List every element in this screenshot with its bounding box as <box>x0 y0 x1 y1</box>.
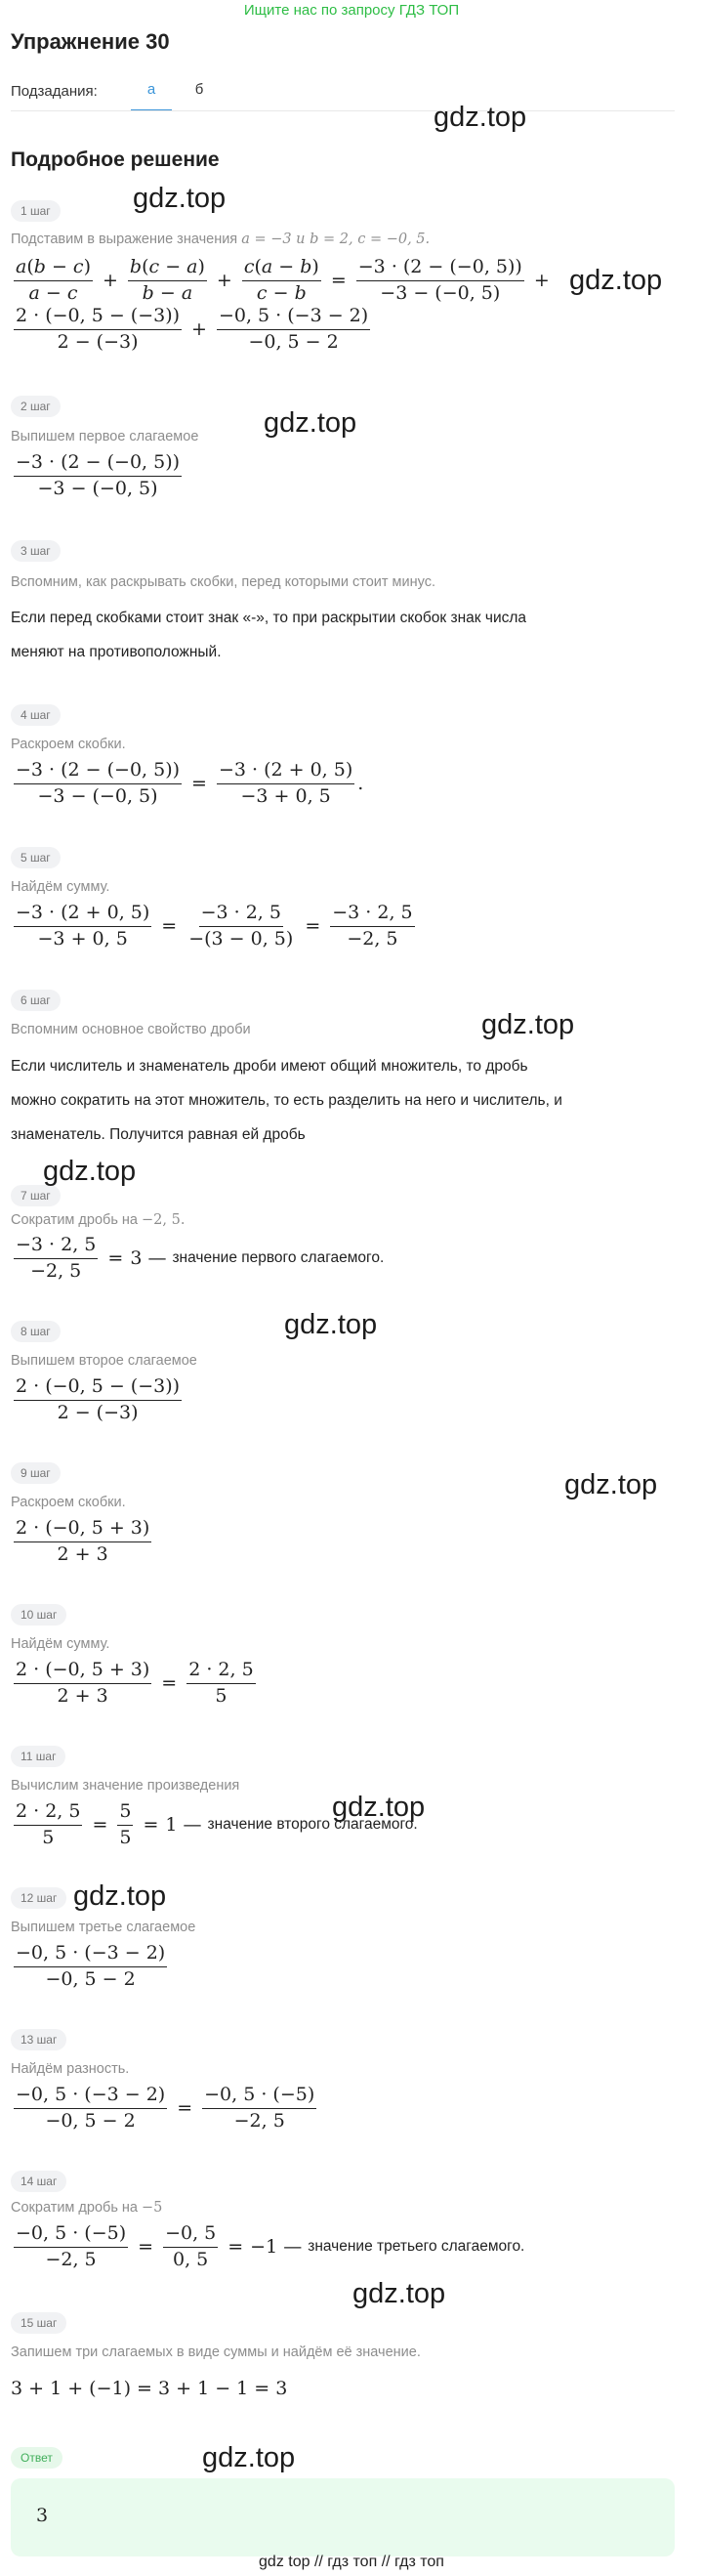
formula-11: $\frac{2 \cdot 2, 5}{5}$ = $\frac{5}{5}$ = 1 — значение второго слагаемого. <box>16 1800 418 1848</box>
step-badge-7: 7 шаг <box>11 1185 61 1206</box>
step-text-10: Найдём сумму. <box>11 1636 110 1652</box>
step-text-6: Вспомним основное свойство дроби <box>11 1022 251 1037</box>
step-text-14 <box>11 2200 162 2216</box>
rule-text-6a: Если числитель и знаменатель дроби имеют общий множитель, то дробь <box>11 1058 528 1075</box>
step-badge-14: 14 шаг <box>11 2171 66 2192</box>
step-7-factor: −2, 5. <box>142 1212 186 1228</box>
step-badge-6: 6 шаг <box>11 990 61 1011</box>
section-title: Подробное решение <box>11 148 220 171</box>
step-1-values: a = −3 и b = 2, c = −0, 5. <box>241 232 431 247</box>
watermark: gdz.top <box>332 1792 426 1823</box>
formula-9: $\frac{2 \cdot (-0, 5 + 3)}{2 + 3}$ <box>16 1517 150 1565</box>
answer-badge: Ответ <box>11 2447 62 2469</box>
step-text-15: Запишем три слагаемых в виде суммы и найдём её значение. <box>11 2344 421 2360</box>
watermark: gdz.top <box>564 1469 658 1500</box>
formula-10: $\frac{2 \cdot (-0, 5 + 3)}{2 + 3}$ = $\frac{2 \cdot 2, 5}{5}$ <box>16 1659 254 1707</box>
watermark: gdz.top <box>284 1309 378 1340</box>
step-badge-8: 8 шаг <box>11 1321 61 1342</box>
search-banner[interactable]: Ищите нас по запросу ГДЗ ТОП <box>243 2 460 19</box>
page-title: Упражнение 30 <box>11 29 170 54</box>
watermark: gdz.top <box>73 1880 167 1912</box>
step-14-factor: −5 <box>142 2200 163 2216</box>
formula-13: $\frac{-0, 5 \cdot (-3 - 2)}{-0, 5 - 2}$ = $\frac{-0, 5 \cdot (-5)}{-2, 5}$ <box>16 2084 315 2132</box>
step-7-text: Сократим дробь на <box>11 1212 138 1228</box>
step-badge-1: 1 шаг <box>11 200 61 222</box>
step-badge-3: 3 шаг <box>11 540 61 562</box>
step-text-8: Выпишем второе слагаемое <box>11 1353 197 1369</box>
formula-4: $\frac{-3 \cdot (2 - (-0, 5))}{-3 - (-0, 5)}$ = $\frac{-3 \cdot (2 + 0, 5)}{-3 + 0, 5}$ . <box>16 759 364 807</box>
watermark: gdz.top <box>434 102 527 133</box>
step-badge-5: 5 шаг <box>11 847 61 868</box>
rule-text-6c: знаменатель. Получится равная ей дробь <box>11 1126 306 1143</box>
step-text-3: Вспомним, как раскрывать скобки, перед которыми стоит минус. <box>11 574 435 590</box>
step-text-4: Раскроем скобки. <box>11 737 126 752</box>
step-badge-9: 9 шаг <box>11 1462 61 1484</box>
rule-text-6b: можно сократить на этот множитель, то есть разделить на него и числитель, и <box>11 1092 562 1109</box>
answer-box <box>11 2478 675 2556</box>
watermark: gdz.top <box>569 265 663 296</box>
formula-12: $\frac{-0, 5 \cdot (-3 - 2)}{-0, 5 - 2}$ <box>16 1942 166 1990</box>
step-badge-11: 11 шаг <box>11 1746 65 1767</box>
step-text-9: Раскроем скобки. <box>11 1495 126 1510</box>
formula-8: $\frac{2 \cdot (-0, 5 - (-3))}{2 - (-3)}$ <box>16 1375 181 1423</box>
step-badge-12: 12 шаг <box>11 1887 66 1909</box>
step-text-13: Найдём разность. <box>11 2061 130 2077</box>
step-14-result: значение третьего слагаемого. <box>308 2238 525 2256</box>
formula-1a: $\frac{a(b - c)}{a - c}$ + $\frac{b(c - a)}{b - a}$ + $\frac{c(a - b)}{c - b}$ = $\frac{-3 \cdot (2 - (-0, 5))}{-3 - (-0, 5)}$ + <box>16 256 550 304</box>
watermark: gdz.top <box>352 2278 446 2309</box>
watermark: gdz.top <box>43 1156 137 1187</box>
step-text-5: Найдём сумму. <box>11 879 110 895</box>
formula-1b: $\frac{2 \cdot (-0, 5 - (-3))}{2 - (-3)}$ + $\frac{-0, 5 \cdot (-3 - 2)}{-0, 5 - 2}$ <box>16 305 369 353</box>
formula-5: $\frac{-3 \cdot (2 + 0, 5)}{-3 + 0, 5}$ = $\frac{-3 \cdot 2, 5}{-(3 - 0, 5)}$ = $\frac{-3 \cdot 2, 5}{-2, 5}$ <box>16 902 413 950</box>
formula-7: $\frac{-3 \cdot 2, 5}{-2, 5}$ = 3 — значение первого слагаемого. <box>16 1234 385 1282</box>
step-text-1 <box>11 232 430 247</box>
divider <box>11 110 675 111</box>
rule-text-3a: Если перед скобками стоит знак «-», то при раскрытии скобок знак числа <box>11 610 527 626</box>
step-badge-15: 15 шаг <box>11 2312 66 2334</box>
rule-text-3b: меняют на противоположный. <box>11 644 222 660</box>
watermark: gdz.top <box>264 407 357 439</box>
watermark: gdz.top <box>202 2442 296 2473</box>
step-badge-13: 13 шаг <box>11 2029 66 2050</box>
step-badge-10: 10 шаг <box>11 1604 66 1626</box>
answer-value: 3 <box>36 2505 49 2526</box>
step-1-text: Подставим в выражение значения <box>11 232 238 247</box>
subtasks-label: Подзадания: <box>11 83 98 100</box>
step-badge-2: 2 шаг <box>11 396 61 417</box>
watermark: gdz.top <box>481 1009 575 1040</box>
step-text-12: Выпишем третье слагаемое <box>11 1920 196 1935</box>
formula-15: 3 + 1 + (−1) = 3 + 1 − 1 = 3 <box>11 2378 288 2399</box>
formula-2: $\frac{-3 \cdot (2 - (-0, 5))}{-3 - (-0, 5)}$ <box>16 451 181 499</box>
tab-a[interactable]: а <box>146 81 156 98</box>
step-7-result: значение первого слагаемого. <box>172 1249 385 1267</box>
step-text-7 <box>11 1212 185 1228</box>
step-text-11: Вычислим значение произведения <box>11 1778 240 1794</box>
step-text-2: Выпишем первое слагаемое <box>11 429 199 444</box>
step-11-result: значение второго слагаемого. <box>207 1816 418 1834</box>
step-badge-4: 4 шаг <box>11 704 61 726</box>
watermark: gdz.top <box>133 183 227 214</box>
formula-14: $\frac{-0, 5 \cdot (-5)}{-2, 5}$ = $\frac{-0, 5}{0, 5}$ = −1 — значение третьего слагаемого. <box>16 2222 525 2270</box>
footer-links[interactable]: gdz top // гдз топ // гдз топ <box>259 2554 444 2570</box>
tab-b[interactable]: б <box>194 81 204 98</box>
step-14-text: Сократим дробь на <box>11 2200 138 2216</box>
